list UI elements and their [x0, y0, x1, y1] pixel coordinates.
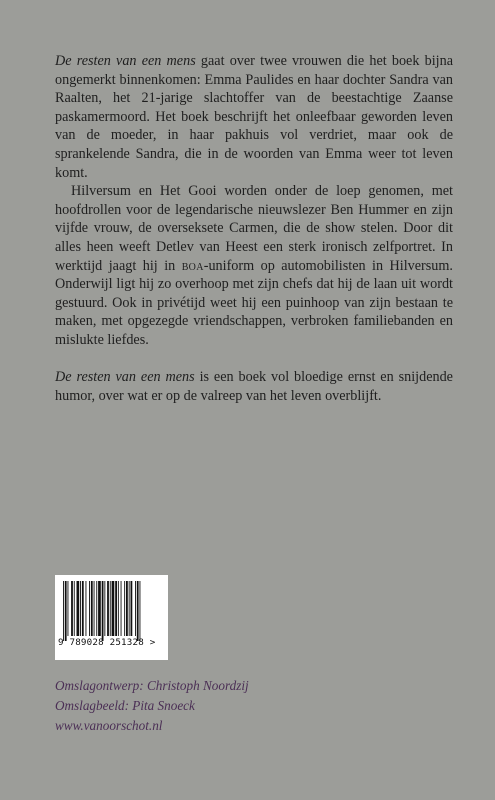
blurb-paragraph-1-text: gaat over twee vrouwen die het boek bijna ongemerkt binnenkomen: Emma Paulides en haar dochter Sandra van Raalten, het 21-jarige slachtoffer van de beestachtige Zaanse paskamermoord. Het boek beschrijft het onleefbaar geworden leven van de moeder, in haar pakhuis vol verdriet, maar ook de sprankelende Sandra, die in de woorden van Emma weer tot leven komt.: [55, 53, 453, 181]
boa-abbreviation: boa: [181, 257, 204, 274]
blurb-paragraph-2-text-b: -uniform op automobilisten in Hilversum. Onderwijl ligt hij zo overhoop met zijn chefs dat hij de laan uit wordt gestuurd. Ook in privétijd weet hij een puinhoop van zijn bestaan te maken, met opgezegde vriendschappen, verbroken familiebanden en mislukte liefdes.: [55, 257, 453, 348]
blurb-paragraph-2-text-a: Hilversum en Het Gooi worden onder de loep genomen, met hoofdrollen voor de legendarische nieuwslezer Ben Hummer en zijn vijfde vrouw, de overseksete Carmen, die de show stelen. Door dit alles heen weeft Detlev van Heest een sterk ironisch zelfportret. In werktijd jaagt hij in: [55, 183, 453, 274]
publisher-website[interactable]: www.vanoorschot.nl: [55, 718, 163, 733]
back-cover-blurb: [55, 52, 453, 405]
blurb-paragraph-3-text: is een boek vol bloedige ernst en snijdende humor, over wat er op de valreep van het leven overblijft.: [55, 369, 453, 404]
credits: [55, 676, 249, 736]
blurb-paragraph-1: [55, 52, 453, 182]
cover-design-credit: Omslagontwerp: Christoph Noordzij: [55, 678, 249, 693]
blurb-paragraph-2: [55, 182, 453, 349]
book-title-italic: De resten van een mens: [55, 53, 196, 69]
cover-image-credit: Omslagbeeld: Pita Snoeck: [55, 698, 195, 713]
blurb-paragraph-3: [55, 368, 453, 405]
book-title-italic: De resten van een mens: [55, 369, 195, 386]
barcode-bars-icon: [61, 581, 162, 641]
isbn-barcode: [55, 575, 168, 660]
isbn-number: 9 789028 251328 >: [58, 637, 156, 648]
